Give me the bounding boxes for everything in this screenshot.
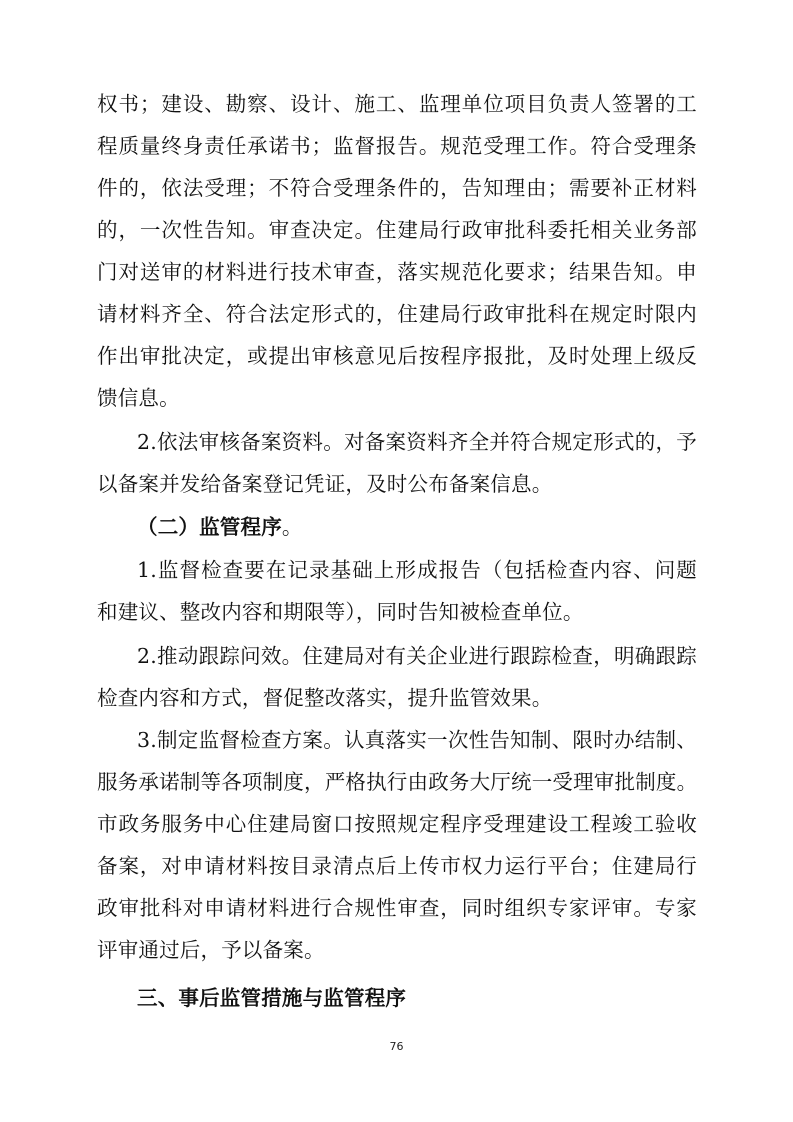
body-text-line: 馈信息。 — [97, 386, 180, 410]
body-text-line: 评审通过后，予以备案。 — [97, 938, 325, 962]
body-text-line: 服务承诺制等各项制度，严格执行由政务大厅统一受理审批制度。 — [97, 770, 698, 794]
paragraph-first-line: 1.监督检查要在记录基础上形成报告（包括检查内容、问题 — [137, 558, 697, 582]
body-text-line: 的，一次性告知。审查决定。住建局行政审批科委托相关业务部 — [97, 218, 697, 242]
body-text-line: 门对送审的材料进行技术审查，落实规范化要求；结果告知。申 — [97, 260, 697, 284]
body-text-line: 以备案并发给备案登记凭证，及时公布备案信息。 — [97, 472, 553, 496]
body-text-line: 政审批科对申请材料进行合规性审查，同时组织专家评审。专家 — [97, 896, 697, 920]
paragraph-first-line: 2.推动跟踪问效。住建局对有关企业进行跟踪检查，明确跟踪 — [137, 644, 697, 668]
body-text-line: 检查内容和方式，督促整改落实，提升监管效果。 — [97, 686, 553, 710]
body-text-line: 程质量终身责任承诺书；监督报告。规范受理工作。符合受理条 — [97, 134, 697, 158]
subsection-heading-text: （二）监管程序 — [137, 515, 282, 539]
body-text-line: 和建议、整改内容和期限等），同时告知被检查单位。 — [97, 600, 584, 624]
body-text-line: 作出审批决定，或提出审核意见后按程序报批，及时处理上级反 — [97, 344, 697, 368]
paragraph-first-line: 3.制定监督检查方案。认真落实一次性告知制、限时办结制、 — [137, 728, 697, 752]
body-text-line: 请材料齐全、符合法定形式的，住建局行政审批科在规定时限内 — [97, 302, 697, 326]
subsection-heading-period: 。 — [281, 515, 303, 539]
body-text-line: 件的，依法受理；不符合受理条件的，告知理由；需要补正材料 — [97, 176, 697, 200]
body-text-line: 备案，对申请材料按目录清点后上传市权力运行平台；住建局行 — [97, 854, 697, 878]
subsection-heading — [137, 505, 697, 549]
page-number: 76 — [389, 1040, 404, 1053]
body-text-line: 市政务服务中心住建局窗口按照规定程序受理建设工程竣工验收 — [97, 812, 697, 836]
section-heading: 三、事后监管措施与监管程序 — [137, 986, 407, 1010]
paragraph-first-line: 2.依法审核备案资料。对备案资料齐全并符合规定形式的，予 — [137, 430, 697, 454]
body-text-line: 权书；建设、勘察、设计、施工、监理单位项目负责人签署的工 — [97, 92, 697, 116]
